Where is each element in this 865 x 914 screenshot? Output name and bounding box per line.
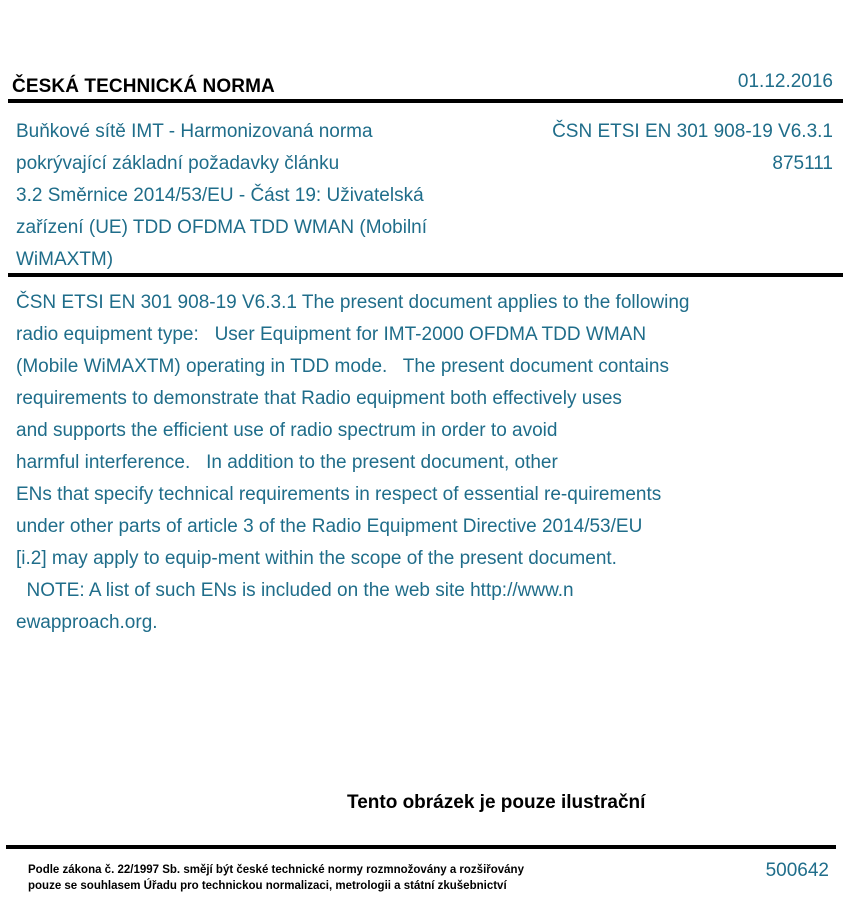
illustration-note: Tento obrázek je pouze ilustrační [347,792,646,813]
standard-header-title: ČESKÁ TECHNICKÁ NORMA [12,76,275,97]
header-divider [8,99,843,103]
abstract-text [16,287,816,639]
abstract-line: NOTE: A list of such ENs is included on the web site http://www.n [16,580,574,601]
publication-date: 01.12.2016 [737,71,833,92]
document-identifiers [552,116,833,180]
abstract-line: under other parts of article 3 of the Radio Equipment Directive 2014/53/EU [16,516,643,537]
title-line: Buňkové sítě IMT - Harmonizovaná norma [16,121,373,142]
title-divider [8,273,843,277]
abstract-line: radio equipment type: User Equipment for IMT-2000 OFDMA TDD WMAN [16,324,647,345]
legal-line: Podle zákona č. 22/1997 Sb. smějí být české technické normy rozmnožovány a rozšiřovány [28,864,524,876]
abstract-line: and supports the efficient use of radio spectrum in order to avoid [16,420,558,441]
title-line: pokrývající základní požadavky článku [16,153,340,174]
document-title [16,116,486,276]
abstract-line: (Mobile WiMAXTM) operating in TDD mode. The present document contains [16,356,669,377]
legal-line: pouze se souhlasem Úřadu pro technickou normalizaci, metrologii a státní zkušebnictví [28,880,507,892]
class-code: 875111 [772,153,833,174]
abstract-line: [i.2] may apply to equip-ment within the scope of the present document. [16,548,617,569]
standard-designation: ČSN ETSI EN 301 908-19 V6.3.1 [552,121,833,142]
abstract-line: ČSN ETSI EN 301 908-19 V6.3.1 The present document applies to the following [16,292,690,313]
footer-divider [6,845,836,849]
abstract-line: requirements to demonstrate that Radio equipment both effectively uses [16,388,622,409]
abstract-line: ENs that specify technical requirements in respect of essential re-quirements [16,484,662,505]
footer-code: 500642 [765,860,829,881]
footer-legal-notice [28,862,524,894]
title-line: zařízení (UE) TDD OFDMA TDD WMAN (Mobilní [16,217,428,238]
title-line: WiMAXTM) [16,249,114,270]
abstract-line: harmful interference. In addition to the present document, other [16,452,558,473]
abstract-line: ewapproach.org. [16,612,158,633]
title-line: 3.2 Směrnice 2014/53/EU - Část 19: Uživatelská [16,185,424,206]
